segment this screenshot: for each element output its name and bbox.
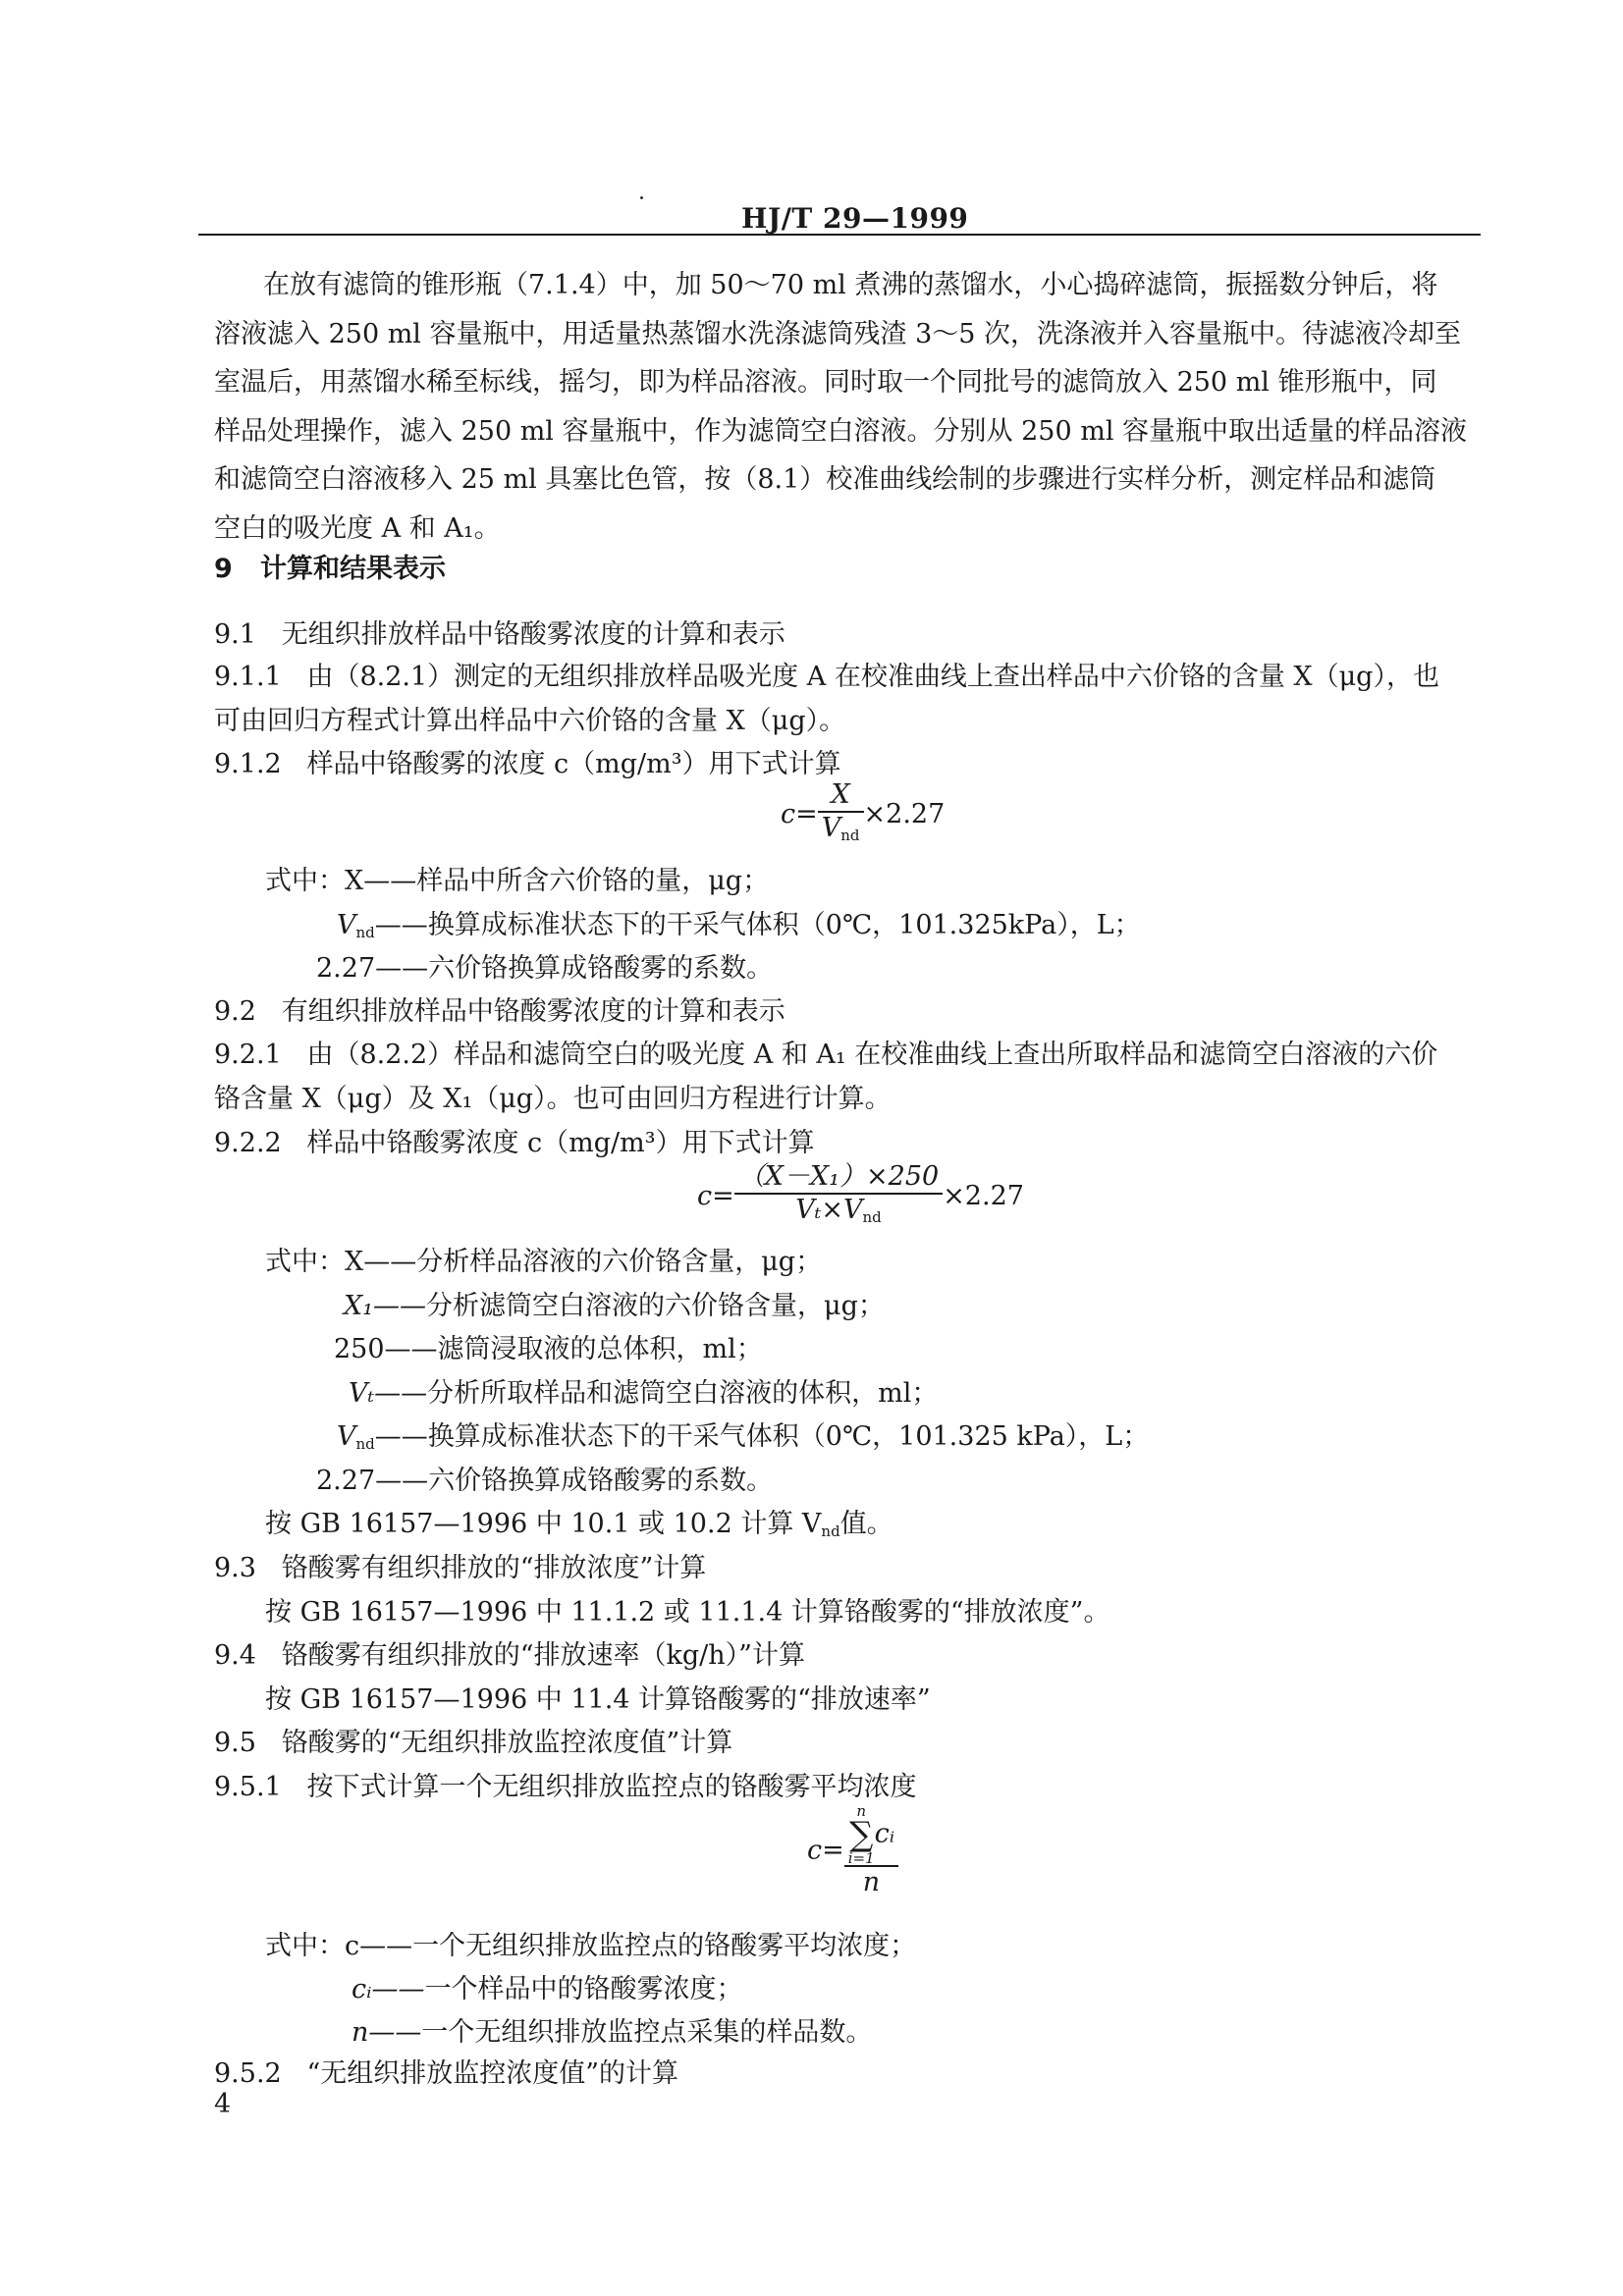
intro-line: 在放有滤筒的锥形瓶（7.1.4）中，加 50～70 ml 煮沸的蒸馏水，小心捣碎滤筒，振摇数分钟后，将 (263, 270, 1438, 300)
where-item (265, 1240, 822, 1278)
formula-factor: ×2.27 (943, 1181, 1024, 1211)
formula-denominator-sub: nd (862, 1208, 882, 1226)
where-symbol: 2.27—— (316, 1466, 429, 1496)
where-item (344, 1284, 885, 1322)
where-symbol: 250—— (334, 1334, 438, 1364)
formula-lhs: c= (697, 1181, 734, 1211)
formula-numerator: X (831, 779, 850, 810)
section-9-5-1-heading (214, 1765, 916, 1803)
note-text: 值。 (839, 1509, 893, 1539)
section-9-5-2-heading (214, 2052, 678, 2090)
where-symbol: n—— (352, 2017, 422, 2048)
formula-denominator: n (862, 1867, 881, 1897)
section-title: 铬酸雾有组织排放的“排放速率（kg/h）”计算 (281, 1640, 805, 1671)
section-title: 计算和结果表示 (260, 554, 446, 584)
where-item (265, 1924, 916, 1962)
page-number: 4 (214, 2089, 232, 2119)
sum-upper-limit: n (856, 1802, 867, 1820)
section-number: 9.1.2 (214, 749, 282, 779)
where-desc: 六价铬换算成铬酸雾的系数。 (428, 953, 774, 984)
formula-fraction (844, 1804, 898, 1898)
where-item (316, 946, 773, 985)
section-number: 9.2.1 (214, 1040, 282, 1070)
section-9-2-2-heading (214, 1121, 815, 1159)
section-number: 9.5.2 (214, 2058, 282, 2089)
formula-9-5-1 (807, 1804, 898, 1898)
formula-denominator-sub: nd (840, 827, 860, 844)
where-desc: 一个样品中的铬酸雾浓度； (424, 1974, 743, 2004)
where-symbol-sub: nd (355, 1435, 375, 1453)
section-9-4-heading (214, 1633, 805, 1672)
section-text: 样品中铬酸雾浓度 c（mg/m³）用下式计算 (306, 1128, 815, 1158)
formula-factor: ×2.27 (863, 799, 946, 829)
section-9-2-1-line2: 铬含量 X（μg）及 X₁（μg）。也可由回归方程进行计算。 (214, 1084, 892, 1114)
where-item (352, 1967, 743, 2005)
where-desc: 一个无组织排放监控点采集的样品数。 (421, 2017, 873, 2048)
sum-term: cᵢ (874, 1818, 895, 1849)
where-symbol: 式中：X—— (265, 1247, 417, 1277)
formula-9-1-2 (781, 779, 945, 851)
formula-denominator: Vₜ×V (795, 1195, 863, 1225)
section-text: 样品中铬酸雾的浓度 c（mg/m³）用下式计算 (306, 749, 841, 779)
note-text: 按 GB 16157—1996 中 10.1 或 10.2 计算 V (265, 1509, 822, 1539)
intro-line: 溶液滤入 250 ml 容量瓶中，用适量热蒸馏水洗涤滤筒残渣 3～5 次，洗涤液并入容量瓶中。待滤液冷却至 (214, 318, 1462, 349)
section-9-heading (214, 547, 446, 585)
where-symbol: X₁—— (344, 1291, 427, 1321)
summation-symbol: n ∑ i=1 (847, 1802, 875, 1867)
section-9-3-heading (214, 1546, 706, 1584)
where-desc: 换算成标准状态下的干采气体积（0℃，101.325kPa），L； (427, 910, 1141, 940)
where-desc: 一个无组织排放监控点的铬酸雾平均浓度； (412, 1931, 917, 1961)
section-text: 按下式计算一个无组织排放监控点的铬酸雾平均浓度 (306, 1772, 917, 1802)
formula-lhs: c= (781, 799, 818, 829)
gb-reference-note (265, 1502, 893, 1540)
where-symbol: cᵢ—— (352, 1974, 425, 2004)
where-symbol: V (337, 1421, 356, 1452)
intro-line: 样品处理操作，滤入 250 ml 容量瓶中，作为滤筒空白溶液。分别从 250 ml 容量瓶中取出适量的样品溶液 (214, 415, 1468, 447)
where-desc: 分析所取样品和滤筒空白溶液的体积，ml； (427, 1378, 939, 1409)
where-item (337, 903, 1141, 941)
where-symbol: Vₜ—— (349, 1378, 428, 1409)
section-9-1-2-heading (214, 742, 841, 780)
where-item (265, 859, 769, 897)
section-9-3-body: 按 GB 16157—1996 中 11.1.2 或 11.1.4 计算铬酸雾的“排放浓度”。 (265, 1597, 1110, 1628)
section-number: 9.1.1 (214, 662, 282, 692)
formula-numerator: （X－X₁）×250 (737, 1161, 940, 1192)
formula-fraction (818, 779, 864, 851)
section-text: 由（8.2.2）样品和滤筒空白的吸光度 A 和 A₁ 在校准曲线上查出所取样品和滤筒空白溶液的六价 (306, 1040, 1438, 1070)
where-desc: 样品中所含六价铬的量，μg； (416, 866, 770, 896)
section-9-1-1-line2: 可由回归方程式计算出样品中六价铬的含量 X（μg）。 (214, 706, 846, 736)
section-9-2-heading (214, 989, 785, 1028)
where-symbol: V (337, 910, 356, 940)
section-title: 铬酸雾有组织排放的“排放浓度”计算 (281, 1553, 707, 1583)
formula-9-2-2 (697, 1161, 1024, 1233)
where-desc: 分析滤筒空白溶液的六价铬含量，μg； (426, 1291, 885, 1321)
section-number: 9.3 (214, 1553, 256, 1583)
sum-lower-limit: i=1 (847, 1849, 875, 1867)
section-text: 由（8.2.1）测定的无组织排放样品吸光度 A 在校准曲线上查出样品中六价铬的含量 X（μg），也 (306, 662, 1439, 692)
where-desc: 换算成标准状态下的干采气体积（0℃，101.325 kPa），L； (427, 1421, 1150, 1452)
where-desc: 滤筒浸取液的总体积，ml； (437, 1334, 763, 1364)
where-symbol-sub: nd (355, 924, 375, 941)
section-title: 铬酸雾的“无组织排放监控浓度值”计算 (281, 1728, 733, 1758)
section-title: 有组织排放样品中铬酸雾浓度的计算和表示 (281, 996, 785, 1027)
section-number: 9.1 (214, 619, 256, 650)
section-number: 9.5 (214, 1728, 256, 1758)
section-9-1-heading (214, 613, 785, 651)
section-9-4-body: 按 GB 16157—1996 中 11.4 计算铬酸雾的“排放速率” (265, 1684, 931, 1715)
where-dash: —— (374, 910, 428, 940)
section-number: 9.5.1 (214, 1772, 282, 1802)
where-item (316, 1459, 773, 1497)
intro-line: 空白的吸光度 A 和 A₁。 (214, 512, 501, 544)
where-dash: —— (374, 1421, 428, 1452)
formula-fraction (734, 1161, 943, 1233)
where-symbol: 式中：X—— (265, 866, 417, 896)
section-number: 9.4 (214, 1640, 256, 1671)
note-sub: nd (821, 1522, 840, 1540)
section-9-2-1-line1 (214, 1033, 1437, 1071)
where-item (334, 1327, 763, 1365)
standard-code-header: HJ/T 29—1999 (741, 202, 969, 235)
formula-denominator: V (821, 813, 841, 843)
where-desc: 分析样品溶液的六价铬含量，μg； (416, 1247, 823, 1277)
section-9-5-heading (214, 1721, 732, 1759)
header-rule (198, 234, 1481, 236)
section-title: 无组织排放样品中铬酸雾浓度的计算和表示 (281, 619, 785, 650)
where-item (337, 1415, 1149, 1453)
section-9-1-1-line1 (214, 655, 1439, 693)
where-symbol: 2.27—— (316, 953, 429, 984)
formula-lhs: c= (807, 1835, 844, 1866)
where-item (349, 1371, 938, 1410)
section-number: 9 (214, 554, 233, 584)
section-number: 9.2 (214, 996, 256, 1027)
section-number: 9.2.2 (214, 1128, 282, 1158)
intro-line: 和滤筒空白溶液移入 25 ml 具塞比色管，按（8.1）校准曲线绘制的步骤进行实样分析，测定样品和滤筒 (214, 464, 1436, 495)
where-item (352, 2010, 872, 2049)
section-title: “无组织排放监控浓度值”的计算 (306, 2058, 679, 2089)
intro-line: 室温后，用蒸馏水稀至标线，摇匀，即为样品溶液。同时取一个同批号的滤筒放入 250 ml 锥形瓶中，同 (214, 367, 1437, 398)
scan-speck (640, 196, 643, 199)
intro-paragraph (214, 261, 1481, 553)
where-desc: 六价铬换算成铬酸雾的系数。 (428, 1466, 774, 1496)
where-symbol: 式中：c—— (265, 1931, 413, 1961)
